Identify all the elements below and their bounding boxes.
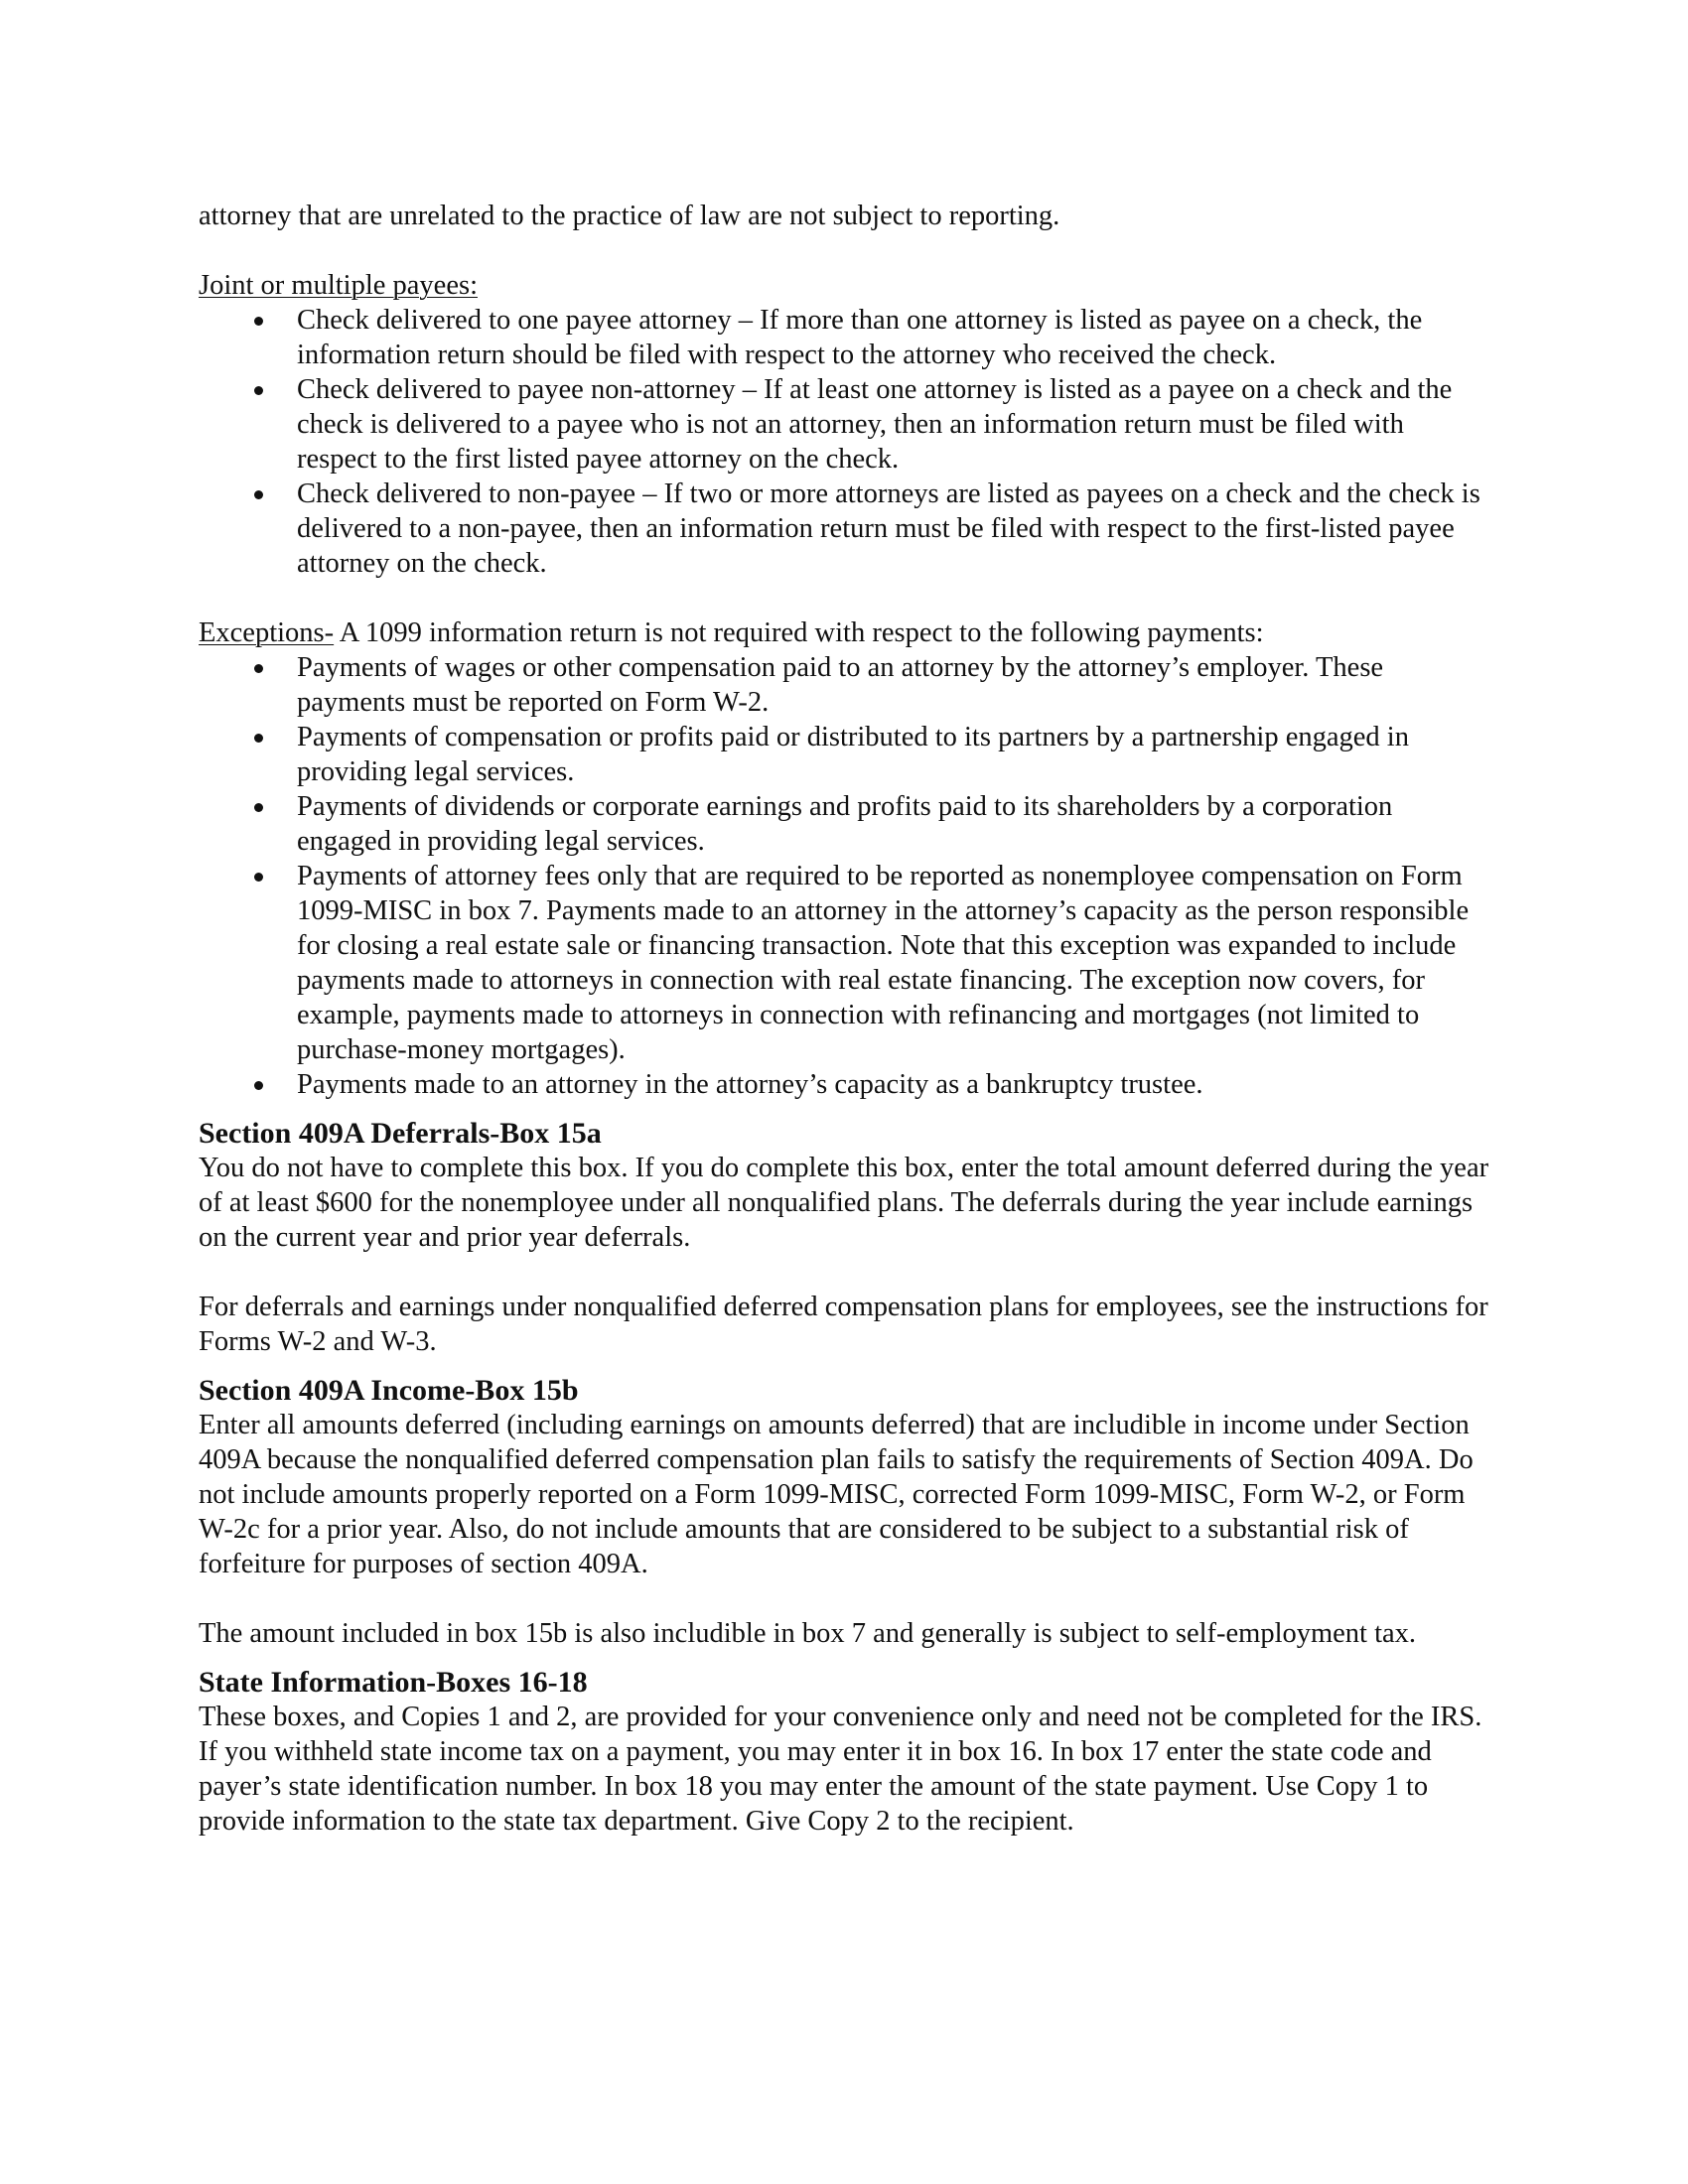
state-info-title: State Information-Boxes 16-18 <box>199 1666 588 1699</box>
page-content <box>199 199 1489 1839</box>
list-item: Payments made to an attorney in the attorney’s capacity as a bankruptcy trustee. <box>297 1067 1489 1102</box>
joint-payees-heading <box>199 268 1489 303</box>
section-15a-paragraph-2: For deferrals and earnings under nonqualified deferred compensation plans for employees, see the instructions for Forms W-2 and W-3. <box>199 1292 1488 1357</box>
spacer <box>199 1255 1489 1290</box>
intro-fragment: attorney that are unrelated to the practice of law are not subject to reporting. <box>199 201 1060 231</box>
exceptions-intro-text: A 1099 information return is not required with respect to the following payments: <box>334 617 1264 648</box>
section-15b-title: Section 409A Income-Box 15b <box>199 1374 579 1407</box>
spacer <box>199 581 1489 615</box>
state-info-paragraph: These boxes, and Copies 1 and 2, are provided for your convenience only and need not be completed for the IRS. If you withheld state income tax on a payment, you may enter it in box 16. In box 17 enter the state code and payer’s state identification number. In box 18 you may enter the amount of the state payment. Use Copy 1 to provide information to the state tax department. Give Copy 2 to the recipient. <box>199 1702 1482 1837</box>
list-item: Check delivered to payee non-attorney – If at least one attorney is listed as a payee on a check and the check is delivered to a payee who is not an attorney, then an information return must be filed with respect to the first listed payee attorney on the check. <box>297 372 1489 477</box>
exceptions-heading: Exceptions- <box>199 617 335 648</box>
section-15b-paragraph-1: Enter all amounts deferred (including earnings on amounts deferred) that are includible in income under Section 409A because the nonqualified deferred compensation plan fails to satisfy the requirements of Section 409A. Do not include amounts properly reported on a Form 1099-MISC, corrected Form 1099-MISC, Form W-2, or Form W-2c for a prior year. Also, do not include amounts that are considered to be subject to a substantial risk of forfeiture for purposes of section 409A. <box>199 1410 1474 1579</box>
spacer <box>199 1581 1489 1616</box>
section-15b-paragraph-2: The amount included in box 15b is also includible in box 7 and generally is subject to self-employment tax. <box>199 1618 1417 1649</box>
joint-payees-list <box>199 303 1489 581</box>
list-item: Check delivered to non-payee – If two or more attorneys are listed as payees on a check and the check is delivered to a non-payee, then an information return must be filed with respect to the first-listed payee attorney on the check. <box>297 477 1489 581</box>
list-item: Payments of dividends or corporate earnings and profits paid to its shareholders by a corporation engaged in providing legal services. <box>297 789 1489 859</box>
section-15a-title: Section 409A Deferrals-Box 15a <box>199 1117 602 1150</box>
list-item: Check delivered to one payee attorney – If more than one attorney is listed as payee on a check, the information return should be filed with respect to the attorney who received the check. <box>297 303 1489 372</box>
list-item: Payments of compensation or profits paid or distributed to its partners by a partnership engaged in providing legal services. <box>297 720 1489 789</box>
exceptions-list <box>199 650 1489 1102</box>
exceptions-intro <box>199 615 1489 650</box>
section-15a-paragraph-1: You do not have to complete this box. If you do complete this box, enter the total amount deferred during the year of at least $600 for the nonemployee under all nonqualified plans. The deferrals during the year include earnings on the current year and prior year deferrals. <box>199 1153 1489 1253</box>
list-item: Payments of attorney fees only that are required to be reported as nonemployee compensation on Form 1099-MISC in box 7. Payments made to an attorney in the attorney’s capacity as the person responsible for closing a real estate sale or financing transaction. Note that this exception was expanded to include payments made to attorneys in connection with real estate financing. The exception now covers, for example, payments made to attorneys in connection with refinancing and mortgages (not limited to purchase-money mortgages). <box>297 859 1489 1067</box>
joint-payees-heading-text: Joint or multiple payees: <box>199 270 478 301</box>
list-item: Payments of wages or other compensation paid to an attorney by the attorney’s employer. These payments must be reported on Form W-2. <box>297 650 1489 720</box>
